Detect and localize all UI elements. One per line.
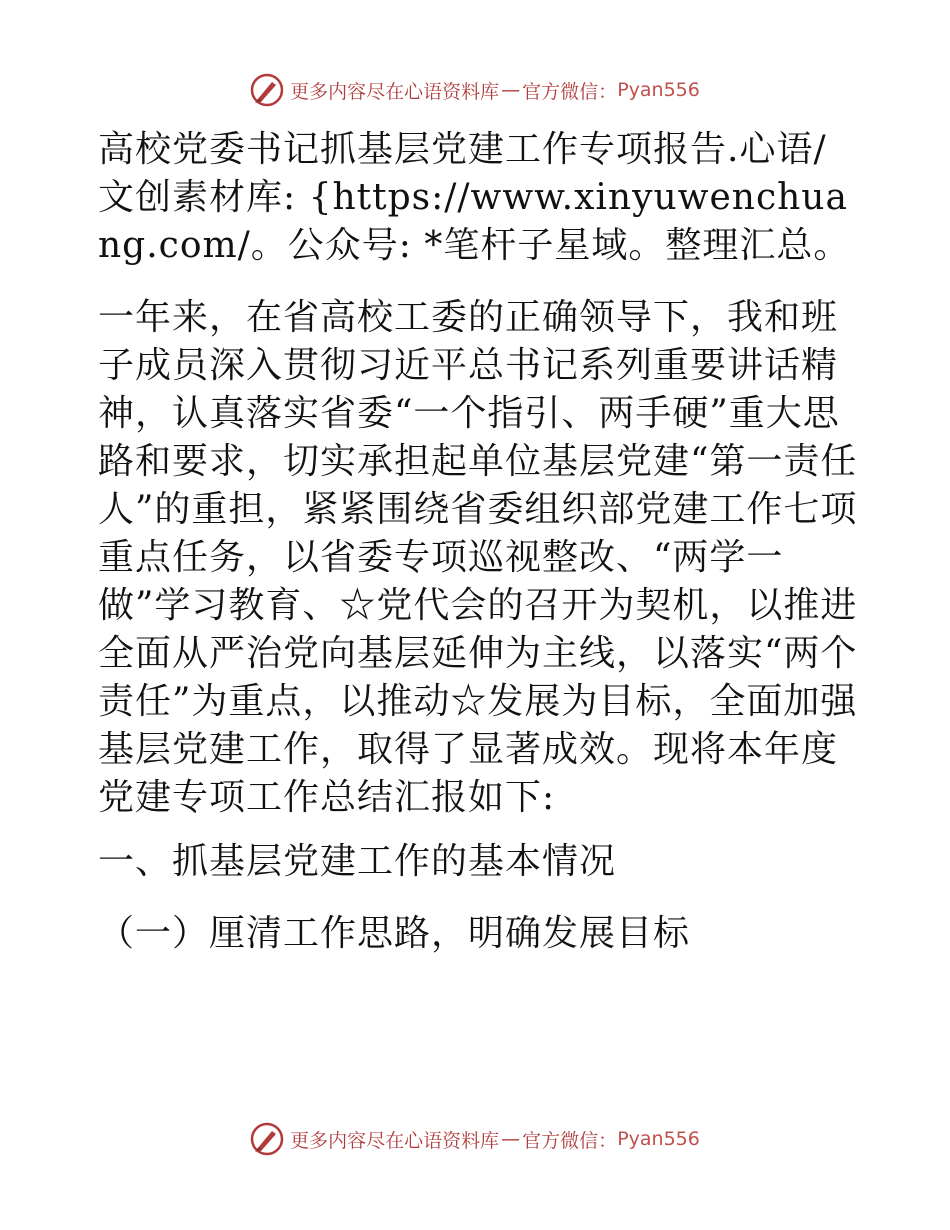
- header-banner: [0, 70, 950, 110]
- subsection-heading: （一）厘清工作思路，明确发展目标: [98, 913, 691, 954]
- banner-wechat-id: Pyan556: [617, 1128, 700, 1150]
- intro-paragraph: 高校党委书记抓基层党建工作专项报告.心语/文创素材库: {https://www.xinyuwenchuang.com/。公众号: *笔杆子星域。整理汇总。: [98, 129, 851, 266]
- banner-text: 更多内容尽在心语资料库: [290, 1129, 500, 1152]
- section-heading: 一、抓基层党建工作的基本情况: [98, 841, 617, 882]
- banner-text: 更多内容尽在心语资料库: [290, 80, 500, 103]
- banner-wechat-label: 官方微信：: [522, 1129, 618, 1152]
- banner-wechat-id: Pyan556: [617, 79, 700, 101]
- banner-separator: —: [501, 79, 521, 101]
- banner-separator: —: [501, 1128, 521, 1150]
- footer-banner: [0, 1119, 950, 1159]
- document-body: [98, 126, 858, 958]
- body-paragraph: 一年来，在省高校工委的正确领导下，我和班子成员深入贯彻习近平总书记系列重要讲话精神，认真落实省委“一个指引、两手硬”重大思路和要求，切实承担起单位基层党建“第一责任人”的重担，紧紧围绕省委组织部党建工作七项重点任务，以省委专项巡视整改、“两学一做”学习教育、☆党代会的召开为契机，以推进全面从严治党向基层延伸为主线，以落实“两个责任”为重点，以推动☆发展为目标，全面加强基层党建工作，取得了显著成效。现将本年度党建专项工作总结汇报如下:: [98, 297, 858, 818]
- pen-logo-icon: [250, 73, 284, 107]
- pen-logo-icon: [250, 1122, 284, 1156]
- banner-wechat-label: 官方微信：: [522, 80, 618, 103]
